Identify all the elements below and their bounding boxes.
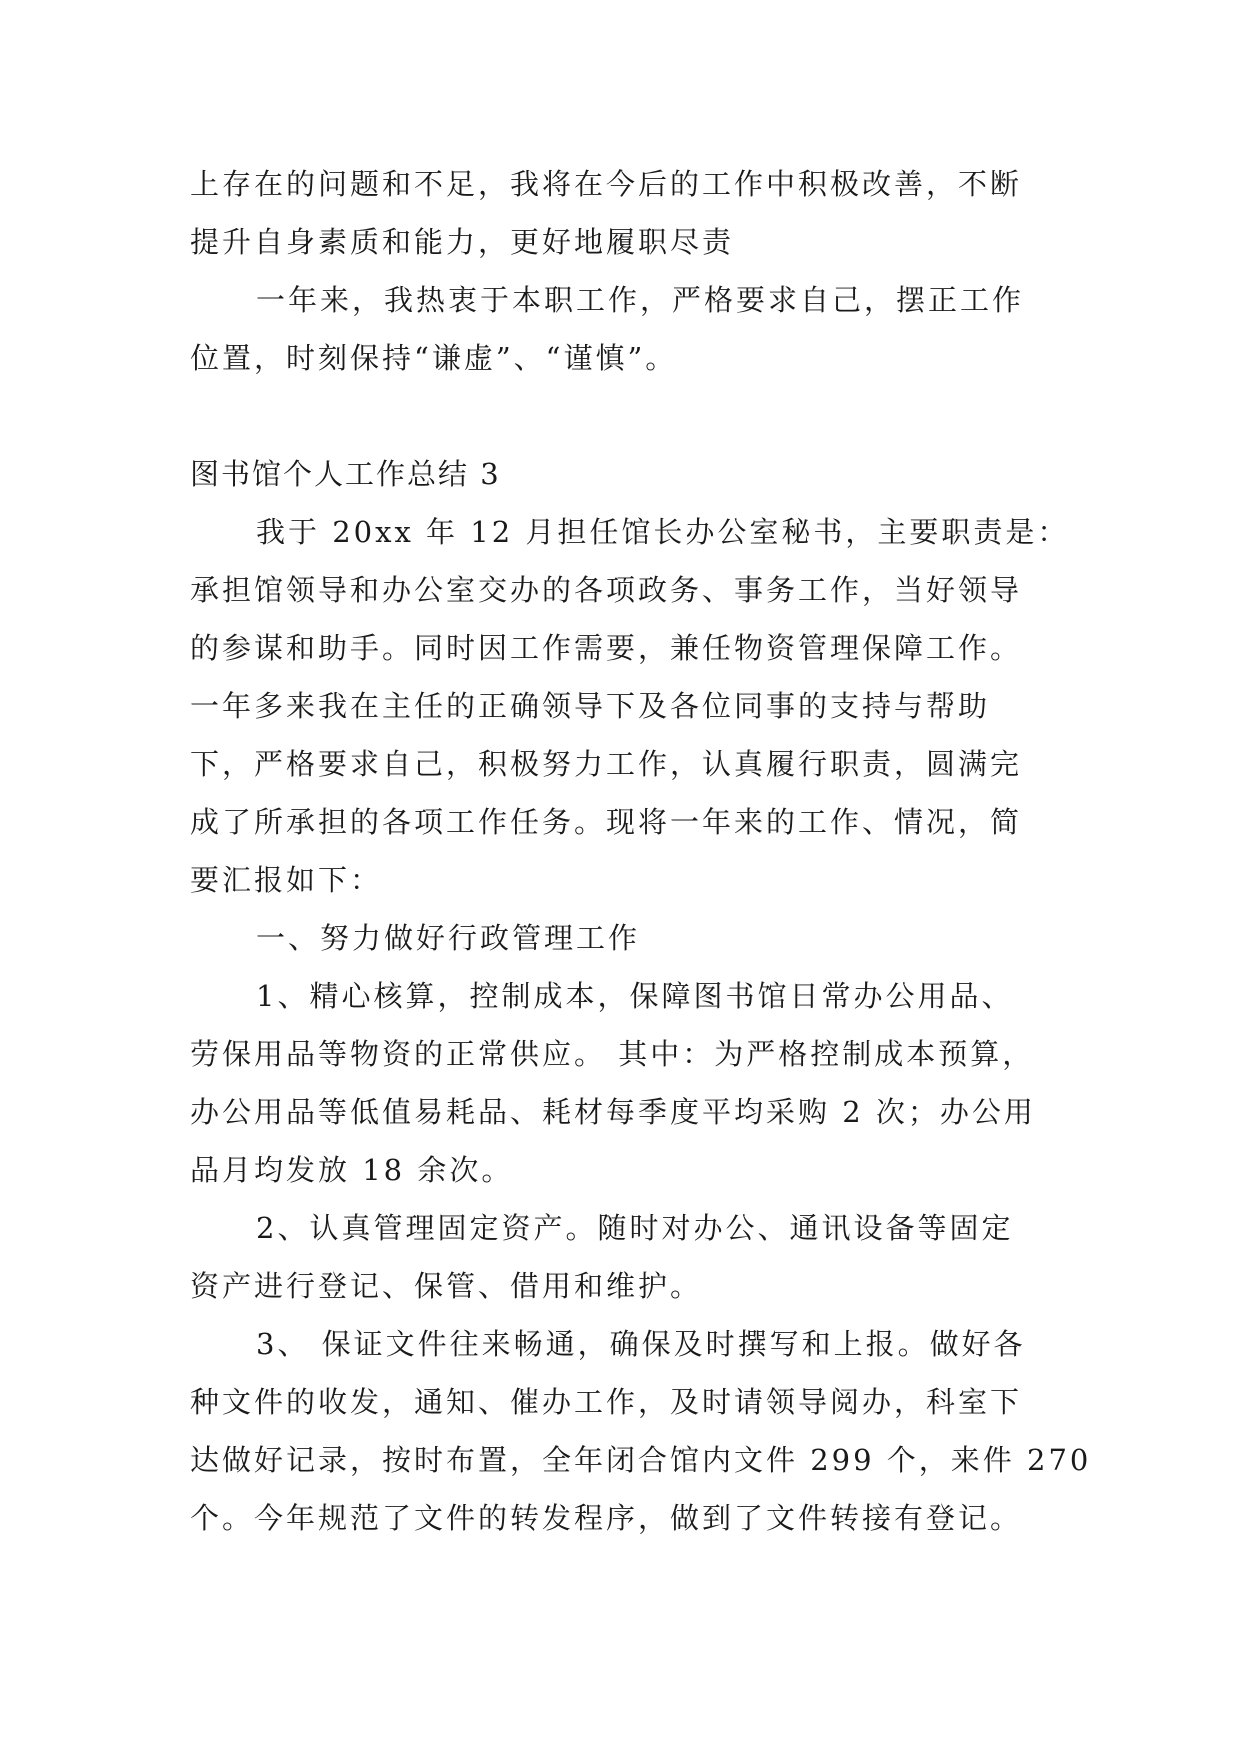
paragraph-line: 资产进行登记、保管、借用和维护。 bbox=[190, 1269, 703, 1303]
paragraph-line: 承担馆领导和办公室交办的各项政务、事务工作，当好领导 bbox=[190, 573, 1023, 607]
paragraph-line: 办公用品等低值易耗品、耗材每季度平均采购 2 次；办公用 bbox=[190, 1095, 1036, 1129]
paragraph-line: 1、精心核算，控制成本，保障图书馆日常办公用品、 bbox=[256, 979, 1014, 1013]
paragraph-line: 位置，时刻保持“谦虚”、“谨慎”。 bbox=[190, 341, 678, 375]
paragraph-line: 一年多来我在主任的正确领导下及各位同事的支持与帮助 bbox=[190, 689, 991, 723]
paragraph-line: 3、 保证文件往来畅通，确保及时撰写和上报。做好各 bbox=[256, 1327, 1026, 1361]
paragraph-line: 上存在的问题和不足，我将在今后的工作中积极改善，不断 bbox=[190, 167, 1023, 201]
section-title: 图书馆个人工作总结 3 bbox=[190, 457, 501, 491]
paragraph-line: 要汇报如下： bbox=[190, 863, 383, 897]
paragraph-line: 品月均发放 18 余次。 bbox=[190, 1153, 514, 1187]
intro-paragraphs bbox=[190, 155, 1070, 387]
paragraph-line: 达做好记录，按时布置，全年闭合馆内文件 299 个，来件 270 bbox=[190, 1443, 1092, 1477]
paragraph-line: 成了所承担的各项工作任务。现将一年来的工作、情况，简 bbox=[190, 805, 1023, 839]
paragraph-line: 个。今年规范了文件的转发程序，做到了文件转接有登记。 bbox=[190, 1501, 1023, 1535]
subsection-heading: 一、努力做好行政管理工作 bbox=[256, 921, 641, 955]
paragraph-line: 下，严格要求自己，积极努力工作，认真履行职责，圆满完 bbox=[190, 747, 1023, 781]
paragraph-line: 一年来，我热衷于本职工作，严格要求自己，摆正工作 bbox=[256, 283, 1025, 317]
paragraph-line: 2、认真管理固定资产。随时对办公、通讯设备等固定 bbox=[256, 1211, 1014, 1245]
paragraph-line: 劳保用品等物资的正常供应。 其中：为严格控制成本预算， bbox=[190, 1037, 1035, 1071]
paragraph-line: 的参谋和助手。同时因工作需要，兼任物资管理保障工作。 bbox=[190, 631, 1023, 665]
paragraph-line: 种文件的收发，通知、催办工作，及时请领导阅办，科室下 bbox=[190, 1385, 1023, 1419]
paragraph-line: 我于 20xx 年 12 月担任馆长办公室秘书，主要职责是： bbox=[256, 515, 1070, 549]
paragraph-line: 提升自身素质和能力，更好地履职尽责 bbox=[190, 225, 735, 259]
body-paragraphs bbox=[190, 503, 1092, 1547]
